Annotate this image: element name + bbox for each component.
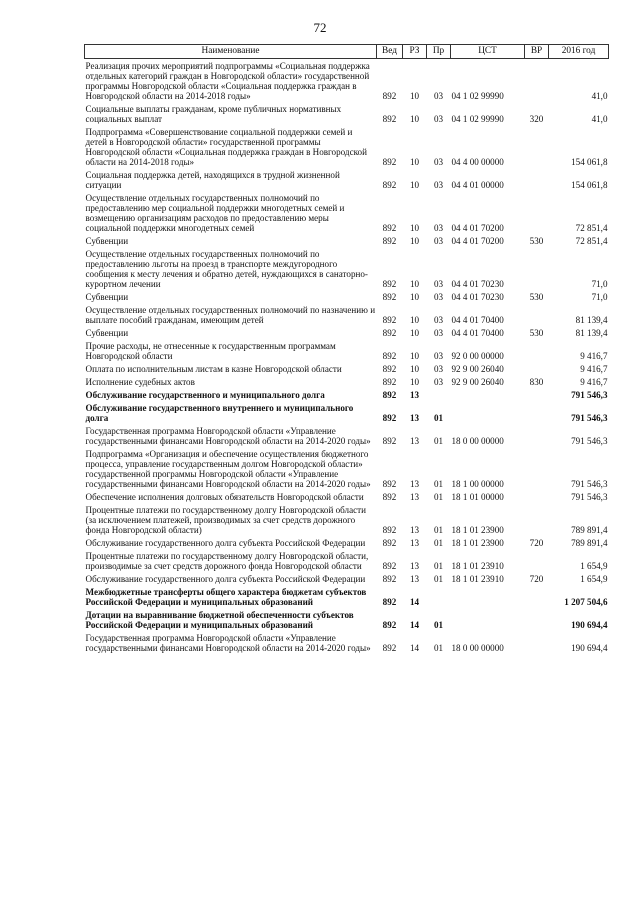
cell-amount: 190 694,4 bbox=[571, 643, 608, 653]
cell-name: Субвенции bbox=[85, 328, 129, 338]
header-name: Наименование bbox=[85, 45, 377, 59]
cell-pr: 03 bbox=[433, 236, 444, 246]
cell-amount: 791 546,3 bbox=[571, 492, 608, 502]
table-row bbox=[85, 503, 609, 536]
cell-rz: 13 bbox=[409, 413, 420, 423]
cell-rz: 10 bbox=[409, 377, 420, 387]
cell-cst: 18 1 01 23900 bbox=[451, 525, 504, 535]
cell-vr: 830 bbox=[529, 377, 544, 387]
cell-pr: 01 bbox=[433, 574, 444, 584]
table-header-row bbox=[85, 45, 609, 59]
cell-vr bbox=[525, 503, 549, 536]
cell-name: Обслуживание государственного долга субъекта Российской Федерации bbox=[85, 538, 366, 548]
cell-name: Осуществление отдельных государственных полномочий по предоставлению мер социальной поддержки многодетных семей и возмещению организациям расходов по предоставлению меры социальной поддержки многодетных семей bbox=[85, 193, 345, 233]
cell-vr: 720 bbox=[529, 538, 544, 548]
cell-name: Социальная поддержка детей, находящихся в трудной жизненной ситуации bbox=[85, 170, 340, 190]
cell-vr: 320 bbox=[529, 114, 544, 124]
cell-ved: 892 bbox=[382, 574, 397, 584]
cell-pr: 01 bbox=[433, 538, 444, 548]
cell-name: Социальные выплаты гражданам, кроме публичных нормативных социальных выплат bbox=[85, 104, 342, 124]
cell-cst: 04 4 01 70200 bbox=[451, 223, 504, 233]
table-row bbox=[85, 388, 609, 401]
cell-name: Обеспечение исполнения долговых обязательств Новгородской области bbox=[85, 492, 364, 502]
cell-ved: 892 bbox=[382, 377, 397, 387]
cell-pr: 03 bbox=[433, 180, 444, 190]
cell-pr: 03 bbox=[433, 328, 444, 338]
header-vr: ВР bbox=[525, 45, 549, 59]
table-row bbox=[85, 290, 609, 303]
cell-rz: 14 bbox=[409, 597, 420, 607]
cell-vr bbox=[525, 339, 549, 362]
cell-cst: 18 0 00 00000 bbox=[451, 643, 504, 653]
cell-vr bbox=[525, 549, 549, 572]
cell-name: Государственная программа Новгородской области «Управление государственными финансами Новгородской области на 2014-2020 годы» bbox=[85, 426, 371, 446]
cell-amount: 81 139,4 bbox=[575, 328, 608, 338]
cell-amount: 789 891,4 bbox=[571, 538, 608, 548]
cell-cst: 04 1 02 99990 bbox=[451, 91, 504, 101]
cell-vr bbox=[525, 125, 549, 168]
cell-pr: 03 bbox=[433, 223, 444, 233]
cell-name: Исполнение судебных актов bbox=[85, 377, 195, 387]
cell-cst: 04 4 01 70400 bbox=[451, 315, 504, 325]
cell-cst: 18 1 00 00000 bbox=[451, 479, 504, 489]
cell-ved: 892 bbox=[382, 279, 397, 289]
table-row bbox=[85, 608, 609, 631]
cell-amount: 791 546,3 bbox=[571, 413, 608, 423]
cell-ved: 892 bbox=[382, 436, 397, 446]
cell-rz: 13 bbox=[409, 525, 420, 535]
cell-pr: 01 bbox=[433, 492, 444, 502]
cell-name: Осуществление отдельных государственных полномочий по предоставлению льготы на проезд в транспорте междугородного сообщения к месту лечения и обратно детей, нуждающихся в санаторно-курортном лечении bbox=[85, 249, 368, 289]
cell-name: Субвенции bbox=[85, 292, 129, 302]
cell-rz: 10 bbox=[409, 236, 420, 246]
cell-rz: 10 bbox=[409, 223, 420, 233]
cell-ved: 892 bbox=[382, 180, 397, 190]
cell-ved: 892 bbox=[382, 643, 397, 653]
header-amount: 2016 год bbox=[549, 45, 609, 59]
cell-pr: 03 bbox=[433, 364, 444, 374]
cell-rz: 10 bbox=[409, 364, 420, 374]
cell-amount: 41,0 bbox=[591, 91, 608, 101]
cell-amount: 9 416,7 bbox=[580, 364, 608, 374]
cell-rz: 10 bbox=[409, 328, 420, 338]
cell-vr bbox=[525, 585, 549, 608]
cell-amount: 789 891,4 bbox=[571, 525, 608, 535]
cell-rz: 10 bbox=[409, 315, 420, 325]
cell-rz: 10 bbox=[409, 351, 420, 361]
cell-name: Обслуживание государственного и муниципального долга bbox=[85, 390, 325, 400]
header-ved: Вед bbox=[377, 45, 403, 59]
cell-vr bbox=[525, 388, 549, 401]
cell-cst: 04 4 01 70230 bbox=[451, 279, 504, 289]
budget-table bbox=[84, 44, 609, 654]
table-row bbox=[85, 631, 609, 654]
table-row bbox=[85, 326, 609, 339]
cell-vr: 530 bbox=[529, 328, 544, 338]
cell-amount: 1 654,9 bbox=[580, 574, 608, 584]
header-rz: РЗ bbox=[403, 45, 427, 59]
cell-amount: 9 416,7 bbox=[580, 377, 608, 387]
cell-cst: 04 4 01 70200 bbox=[451, 236, 504, 246]
cell-amount: 1 207 504,6 bbox=[564, 597, 608, 607]
cell-cst bbox=[451, 401, 525, 424]
cell-name: Обслуживание государственного внутреннего и муниципального долга bbox=[85, 403, 354, 423]
cell-ved: 892 bbox=[382, 390, 397, 400]
cell-name: Подпрограмма «Совершенствование социальной поддержки семей и детей в Новгородской области» государственной программы Новгородской области «Социальная поддержка граждан в Новгородской области на 2014-2018 годы» bbox=[85, 127, 367, 167]
cell-amount: 791 546,3 bbox=[571, 479, 608, 489]
cell-name: Межбюджетные трансферты общего характера бюджетам субъектов Российской Федерации и муниципальных образований bbox=[85, 587, 367, 607]
cell-cst: 18 1 01 23910 bbox=[451, 561, 504, 571]
cell-name: Реализация прочих мероприятий подпрограммы «Социальная поддержка отдельных категорий граждан в Новгородской области» государственной программы Новгородской области «Социальная поддержка граждан в Новгородской области на 2014-2018 годы» bbox=[85, 61, 370, 101]
cell-name: Обслуживание государственного долга субъекта Российской Федерации bbox=[85, 574, 366, 584]
cell-rz: 13 bbox=[409, 538, 420, 548]
cell-rz: 14 bbox=[409, 643, 420, 653]
cell-pr: 03 bbox=[433, 114, 444, 124]
header-pr: Пр bbox=[427, 45, 451, 59]
cell-ved: 892 bbox=[382, 157, 397, 167]
cell-ved: 892 bbox=[382, 292, 397, 302]
cell-pr bbox=[427, 388, 451, 401]
cell-cst: 18 0 00 00000 bbox=[451, 436, 504, 446]
cell-pr: 01 bbox=[433, 643, 444, 653]
table-row bbox=[85, 424, 609, 447]
cell-ved: 892 bbox=[382, 351, 397, 361]
cell-amount: 791 546,3 bbox=[571, 390, 608, 400]
cell-amount: 71,0 bbox=[591, 292, 608, 302]
table-row bbox=[85, 549, 609, 572]
cell-rz: 14 bbox=[409, 620, 420, 630]
table-row bbox=[85, 339, 609, 362]
cell-name: Осуществление отдельных государственных полномочий по назначению и выплате пособий гражданам, имеющим детей bbox=[85, 305, 376, 325]
cell-amount: 72 851,4 bbox=[575, 236, 608, 246]
cell-ved: 892 bbox=[382, 223, 397, 233]
cell-pr: 01 bbox=[433, 436, 444, 446]
cell-cst: 04 4 00 00000 bbox=[451, 157, 504, 167]
cell-pr: 03 bbox=[433, 279, 444, 289]
cell-cst: 04 1 02 99990 bbox=[451, 114, 504, 124]
cell-pr: 01 bbox=[433, 413, 444, 423]
cell-name: Подпрограмма «Организация и обеспечение осуществления бюджетного процесса, управление государственным долгом Новгородской области» государственной программы Новгородской области «Управление государственными финансами Новгородской области на 2014-2020 годы» bbox=[85, 449, 371, 489]
cell-amount: 154 061,8 bbox=[571, 157, 608, 167]
cell-vr bbox=[525, 59, 549, 103]
cell-amount: 1 654,9 bbox=[580, 561, 608, 571]
cell-ved: 892 bbox=[382, 597, 397, 607]
cell-cst: 18 1 01 23900 bbox=[451, 538, 504, 548]
cell-vr bbox=[525, 247, 549, 290]
cell-vr bbox=[525, 401, 549, 424]
cell-ved: 892 bbox=[382, 315, 397, 325]
page-number: 72 bbox=[313, 20, 327, 35]
cell-pr: 03 bbox=[433, 351, 444, 361]
cell-vr bbox=[525, 608, 549, 631]
cell-rz: 10 bbox=[409, 292, 420, 302]
cell-amount: 81 139,4 bbox=[575, 315, 608, 325]
cell-vr: 530 bbox=[529, 292, 544, 302]
cell-name: Процентные платежи по государственному долгу Новгородской области, производимые за счет средств дорожного фонда Новгородской области bbox=[85, 551, 369, 571]
cell-cst: 92 0 00 00000 bbox=[451, 351, 504, 361]
cell-amount: 190 694,4 bbox=[571, 620, 608, 630]
cell-ved: 892 bbox=[382, 479, 397, 489]
cell-amount: 72 851,4 bbox=[575, 223, 608, 233]
cell-ved: 892 bbox=[382, 413, 397, 423]
cell-name: Прочие расходы, не отнесенные к государственным программам Новгородской области bbox=[85, 341, 336, 361]
table-row bbox=[85, 490, 609, 503]
cell-pr bbox=[427, 585, 451, 608]
table-row bbox=[85, 572, 609, 585]
cell-ved: 892 bbox=[382, 492, 397, 502]
cell-pr: 03 bbox=[433, 292, 444, 302]
cell-cst bbox=[451, 608, 525, 631]
cell-cst bbox=[451, 585, 525, 608]
cell-vr bbox=[525, 168, 549, 191]
cell-cst: 04 4 01 00000 bbox=[451, 180, 504, 190]
cell-ved: 892 bbox=[382, 525, 397, 535]
cell-vr: 720 bbox=[529, 574, 544, 584]
cell-amount: 41,0 bbox=[591, 114, 608, 124]
cell-amount: 791 546,3 bbox=[571, 436, 608, 446]
cell-name: Государственная программа Новгородской области «Управление государственными финансами Новгородской области на 2014-2020 годы» bbox=[85, 633, 371, 653]
header-cst: ЦСТ bbox=[451, 45, 525, 59]
table-row bbox=[85, 536, 609, 549]
cell-pr: 01 bbox=[433, 620, 444, 630]
cell-cst: 92 9 00 26040 bbox=[451, 377, 504, 387]
cell-ved: 892 bbox=[382, 620, 397, 630]
cell-amount: 71,0 bbox=[591, 279, 608, 289]
cell-amount: 154 061,8 bbox=[571, 180, 608, 190]
table-row bbox=[85, 362, 609, 375]
cell-cst bbox=[451, 388, 525, 401]
cell-ved: 892 bbox=[382, 236, 397, 246]
cell-rz: 13 bbox=[409, 574, 420, 584]
table-row bbox=[85, 447, 609, 490]
cell-pr: 03 bbox=[433, 315, 444, 325]
table-row bbox=[85, 59, 609, 103]
cell-name: Субвенции bbox=[85, 236, 129, 246]
cell-rz: 10 bbox=[409, 114, 420, 124]
cell-vr bbox=[525, 490, 549, 503]
cell-cst: 04 4 01 70400 bbox=[451, 328, 504, 338]
cell-pr: 01 bbox=[433, 479, 444, 489]
cell-ved: 892 bbox=[382, 114, 397, 124]
cell-vr bbox=[525, 303, 549, 326]
cell-vr bbox=[525, 424, 549, 447]
cell-ved: 892 bbox=[382, 538, 397, 548]
cell-amount: 9 416,7 bbox=[580, 351, 608, 361]
cell-name: Дотации на выравнивание бюджетной обеспеченности субъектов Российской Федерации и муниципальных образований bbox=[85, 610, 354, 630]
cell-rz: 13 bbox=[409, 492, 420, 502]
table-row bbox=[85, 234, 609, 247]
cell-rz: 10 bbox=[409, 91, 420, 101]
cell-vr bbox=[525, 631, 549, 654]
cell-vr bbox=[525, 447, 549, 490]
table-row bbox=[85, 125, 609, 168]
table-row bbox=[85, 375, 609, 388]
cell-name: Оплата по исполнительным листам в казне Новгородской области bbox=[85, 364, 342, 374]
cell-pr: 01 bbox=[433, 525, 444, 535]
cell-rz: 10 bbox=[409, 180, 420, 190]
cell-ved: 892 bbox=[382, 91, 397, 101]
cell-cst: 18 1 01 23910 bbox=[451, 574, 504, 584]
cell-cst: 04 4 01 70230 bbox=[451, 292, 504, 302]
cell-rz: 13 bbox=[409, 479, 420, 489]
table-row bbox=[85, 303, 609, 326]
table-row bbox=[85, 247, 609, 290]
cell-vr bbox=[525, 362, 549, 375]
cell-cst: 92 9 00 26040 bbox=[451, 364, 504, 374]
table-row bbox=[85, 168, 609, 191]
cell-name: Процентные платежи по государственному долгу Новгородской области (за исключением платежей, производимых за счет средств дорожного фонда Новгородской области) bbox=[85, 505, 366, 535]
cell-rz: 13 bbox=[409, 561, 420, 571]
cell-pr: 03 bbox=[433, 377, 444, 387]
cell-rz: 13 bbox=[409, 436, 420, 446]
cell-ved: 892 bbox=[382, 328, 397, 338]
table-body bbox=[85, 59, 609, 655]
cell-rz: 10 bbox=[409, 157, 420, 167]
cell-cst: 18 1 01 00000 bbox=[451, 492, 504, 502]
cell-vr bbox=[525, 191, 549, 234]
cell-ved: 892 bbox=[382, 364, 397, 374]
cell-pr: 03 bbox=[433, 157, 444, 167]
cell-vr: 530 bbox=[529, 236, 544, 246]
cell-ved: 892 bbox=[382, 561, 397, 571]
cell-rz: 10 bbox=[409, 279, 420, 289]
cell-pr: 03 bbox=[433, 91, 444, 101]
cell-rz: 13 bbox=[409, 390, 420, 400]
table-row bbox=[85, 102, 609, 125]
cell-pr: 01 bbox=[433, 561, 444, 571]
table-row bbox=[85, 585, 609, 608]
table-row bbox=[85, 401, 609, 424]
table-row bbox=[85, 191, 609, 234]
